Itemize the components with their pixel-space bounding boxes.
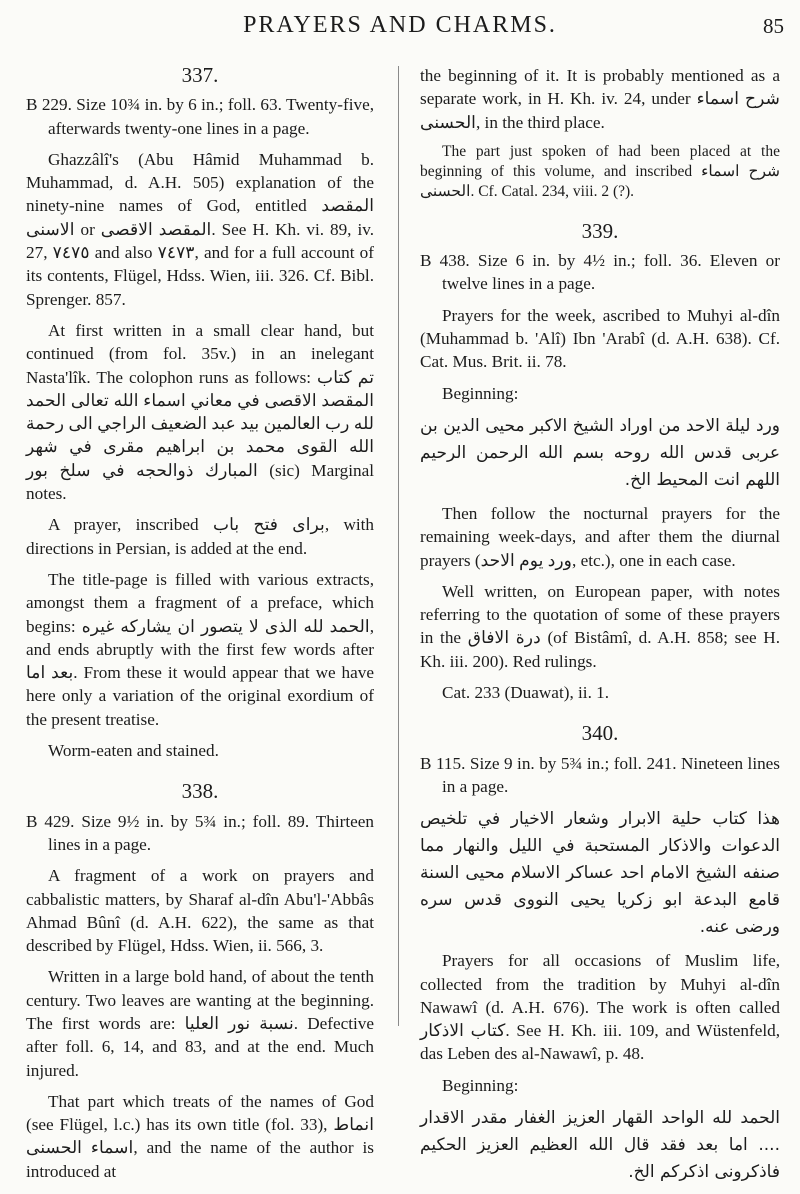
entry-number-338: 338. xyxy=(181,779,219,804)
entry-338-names-section: That part which treats of the names of God (see Flügel, l.c.) has its own title (fol. 33), انماط اسماء الحسنى, and the name of the author is introduced at xyxy=(26,1091,374,1181)
page-number: 85 xyxy=(763,14,784,38)
entry-340-description: Prayers for all occasions of Muslim life, collected from the tradition by Muhyi al-dîn Nawawî (d. A.H. 676). The work is often called كتاب الاذكار. See H. Kh. iii. 109, and Wüstenfeld, das Leben des al-Nawawî, p. 48. xyxy=(420,951,780,1064)
entry-number-340: 340. xyxy=(581,721,619,746)
entry-339-catalogue-ref: Cat. 233 (Duawat), ii. 1. xyxy=(442,683,610,703)
running-head: PRAYERS AND CHARMS. xyxy=(243,12,557,38)
entry-339-header: B 438. Size 6 in. by 4½ in.; foll. 36. Eleven or twelve lines in a page. xyxy=(420,251,780,294)
entry-339-description: Prayers for the week, ascribed to Muhyi al-dîn (Muhammad b. 'Alî) Ibn 'Arabî (d. A.H. 638). Cf. Cat. Mus. Brit. ii. 78. xyxy=(420,305,780,372)
right-column xyxy=(420,64,780,1194)
entry-337-condition: Worm-eaten and stained. xyxy=(48,741,219,761)
entry-339-beginning xyxy=(420,382,780,405)
entry-340-beginning-arabic: الحمد لله الواحد القهار العزيز الغفار مقدر الاقدار .... اما بعد فقد قال الله العظيم العزيز الحكيم فاذكرونى اذكركم الخ. xyxy=(420,1108,780,1183)
entry-337-colophon: At first written in a small clear hand, but continued (from fol. 35v.) in an inelegant Nasta'lîk. The colophon runs as follows: تم كتاب المقصد الاقصى في معاني اسماء الله تعالى الحمد لله رب العالمين بيد عبد الضعيف الراجي الى رحمة الله القوى محمد بن ابراهيم مقرى في شهر المبارك ذوالحجه في سلخ بور (sic) Marginal notes. xyxy=(26,320,374,504)
entry-340-title-arabic: هذا كتاب حلية الابرار وشعار الاخيار في تلخيص الدعوات والاذكار المستحبة في الليل والنهار مما صنفه الشيخ الامام احد عساكر الاسلام محيى السنة قامع البدعة ابو زكريا يحيى النووى قدس سره ورضى عنه. xyxy=(420,809,780,938)
entry-337-prayer-note: A prayer, inscribed براى فتح باب, with directions in Persian, is added at the end. xyxy=(26,515,374,558)
entry-337-title-page: The title-page is filled with various extracts, amongst them a fragment of a preface, which begins: الحمد لله الذى لا يتصور ان يشاركه غيره, and ends abruptly with the first few words after بعد اما. From these it would appear that we have here only a variation of the original exordium of the present treatise. xyxy=(26,569,374,729)
beginning-label: Beginning: xyxy=(442,1075,519,1095)
entry-number-339: 339. xyxy=(581,218,619,243)
entry-339-nocturnal: Then follow the nocturnal prayers for the remaining week-days, and after them the diurnal prayers (ورد يوم الاحد, etc.), one in each case. xyxy=(420,503,780,570)
entry-338-placement-note: The part just spoken of had been placed at the beginning of this volume, and inscribed شرح اسماء الحسنى. Cf. Catal. 234, viii. 2 (?). xyxy=(420,142,780,200)
entry-339-paper-notes: Well written, on European paper, with notes referring to the quotation of some of these prayers in the درة الافاق (of Bistâmî, d. A.H. 858; see H. Kh. iii. 200). Red rulings. xyxy=(420,581,780,671)
entry-339-beginning-arabic: ورد ليلة الاحد من اوراد الشيخ الاكبر محيى الدين بن عربى قدس الله روحه بسم الله الرحمن الرحيم اللهم انت المحيط الخ. xyxy=(420,415,780,490)
entry-338-continuation: the beginning of it. It is probably mentioned as a separate work, in H. Kh. iv. 24, under شرح اسماء الحسنى, in the third place. xyxy=(420,66,780,132)
left-column xyxy=(26,64,374,1191)
entry-340-header: B 115. Size 9 in. by 5¾ in.; foll. 241. Nineteen lines in a page. xyxy=(420,753,780,796)
entry-338-description: A fragment of a work on prayers and cabbalistic matters, by Sharaf al-dîn Abu'l-'Abbâs Ahmad Bûnî (d. A.H. 622), the same as that described by Flügel, Hdss. Wien, ii. 566, 3. xyxy=(26,866,374,956)
entry-338-header: B 429. Size 9½ in. by 5¾ in.; foll. 89. Thirteen lines in a page. xyxy=(26,811,374,854)
entry-340-beginning xyxy=(420,1074,780,1097)
entry-338-script-notes: Written in a large bold hand, of about the tenth century. Two leaves are wanting at the beginning. The first words are: نسبة نور العليا. Defective after foll. 6, 14, and 83, and at the end. Much injured. xyxy=(26,967,374,1080)
entry-number-337: 337. xyxy=(181,63,219,87)
column-divider xyxy=(398,66,399,1026)
entry-337-description: Ghazzâlî's (Abu Hâmid Muhammad b. Muhammad, d. A.H. 505) explanation of the ninety-nine names of God, entitled المقصد الاسنى or المقصد الاقصى. See H. Kh. vi. 89, iv. 27, ٧٤٧٥ and also ٧٤٧٣, and for a full account of its contents, Flügel, Hdss. Wien, iii. 326. Cf. Bibl. Sprenger. 857. xyxy=(26,149,375,309)
entry-337-header: B 229. Size 10¾ in. by 6 in.; foll. 63. Twenty-five, afterwards twenty-one lines in a page. xyxy=(26,95,374,138)
beginning-label: Beginning: xyxy=(442,383,519,403)
